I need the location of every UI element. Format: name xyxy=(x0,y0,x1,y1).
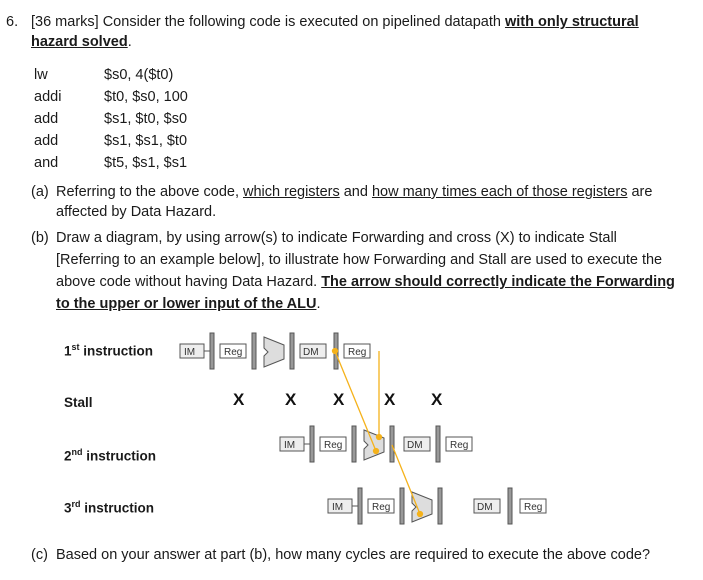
question-emphasis-1: with only structural xyxy=(504,14,639,30)
reg-stage-label: Reg xyxy=(324,440,343,451)
part-a-text: are xyxy=(627,184,653,200)
code-args: $s1, $t0, $s0 xyxy=(104,111,188,127)
question-period: . xyxy=(127,34,132,50)
part-b-emphasis-cont: to the upper or lower input of the ALU xyxy=(56,296,317,312)
part-a-text: Referring to the above code, xyxy=(56,184,244,200)
row-label-stall: Stall xyxy=(64,395,93,410)
stall-mark: X xyxy=(384,390,396,409)
code-args: $t0, $s0, 100 xyxy=(104,89,188,105)
part-a-underlined: which registers xyxy=(243,184,340,200)
row-label-sup: st xyxy=(71,342,80,352)
part-a-label: (a) xyxy=(31,184,49,200)
part-b-period: . xyxy=(316,296,321,312)
reg-stage-label: Reg xyxy=(372,502,391,513)
dm-stage-label: DM xyxy=(407,440,423,451)
stall-mark: X xyxy=(431,390,443,409)
code-op: add xyxy=(34,133,59,149)
code-op: addi xyxy=(34,89,62,105)
pipeline-row-3 xyxy=(328,488,546,524)
row-label-num: 3 xyxy=(64,500,72,516)
question-emphasis-2: hazard solved xyxy=(31,34,128,50)
part-a-underlined: how many times each of those registers xyxy=(371,184,628,200)
alu-shape xyxy=(412,492,432,522)
pipeline-register xyxy=(400,488,404,524)
row-label-word: instruction xyxy=(80,500,155,516)
reg-stage-label: Reg xyxy=(224,347,243,358)
row-label-word: instruction xyxy=(79,343,154,359)
row-label-sup: nd xyxy=(71,447,83,457)
row-label-sup: rd xyxy=(71,499,81,509)
alu-shape xyxy=(264,337,284,367)
forwarding-dot xyxy=(333,349,338,354)
forwarding-arrows xyxy=(333,349,423,517)
part-b-label: (b) xyxy=(31,230,49,246)
code-args: $s0, 4($t0) xyxy=(104,67,174,83)
pipeline-register xyxy=(252,333,256,369)
pipeline-register xyxy=(438,488,442,524)
part-c-text: Based on your answer at part (b), how many cycles are required to execute the above code? xyxy=(56,547,651,563)
question-number: 6. xyxy=(6,14,19,30)
forwarding-dot xyxy=(377,435,382,440)
part-b-line2: [Referring to an example below], to illustrate how Forwarding and Stall are used to execute the xyxy=(56,252,663,268)
code-args: $s1, $s1, $t0 xyxy=(104,133,188,149)
pipeline-register xyxy=(310,426,314,462)
pipeline-row-2 xyxy=(280,426,472,462)
row-label-num: 1 xyxy=(64,343,72,359)
im-stage-label: IM xyxy=(284,440,296,451)
pipeline-register xyxy=(358,488,362,524)
im-stage-label: IM xyxy=(184,347,196,358)
dm-stage-label: DM xyxy=(477,502,493,513)
row-label-word: instruction xyxy=(82,448,157,464)
code-op: add xyxy=(34,111,59,127)
pipeline-register xyxy=(436,426,440,462)
pipeline-register xyxy=(390,426,394,462)
reg-stage-label: Reg xyxy=(524,502,543,513)
code-args: $t5, $s1, $s1 xyxy=(104,155,188,171)
stall-mark: X xyxy=(333,390,345,409)
part-a-line2: affected by Data Hazard. xyxy=(56,204,217,220)
dm-stage-label: DM xyxy=(303,347,319,358)
part-c-label: (c) xyxy=(31,547,48,563)
pipeline-register xyxy=(508,488,512,524)
part-b-text: above code without having Data Hazard. xyxy=(56,274,322,290)
code-op: lw xyxy=(34,67,48,83)
code-op: and xyxy=(34,155,59,171)
forwarding-arrow xyxy=(392,445,420,514)
im-stage-label: IM xyxy=(332,502,344,513)
forwarding-dot xyxy=(418,512,423,517)
pipeline-register xyxy=(210,333,214,369)
stall-mark: X xyxy=(285,390,297,409)
forwarding-dot xyxy=(374,449,379,454)
reg-stage-label: Reg xyxy=(348,347,367,358)
pipeline-row-1 xyxy=(180,333,370,369)
stall-mark: X xyxy=(233,390,245,409)
pipeline-register xyxy=(290,333,294,369)
question-marks-text: [36 marks] Consider the following code is executed on pipelined datapath xyxy=(31,14,505,30)
part-b-emphasis: The arrow should correctly indicate the Forwarding xyxy=(321,274,675,290)
pipeline-register xyxy=(352,426,356,462)
row-label-num: 2 xyxy=(64,448,72,464)
reg-stage-label: Reg xyxy=(450,440,469,451)
part-a-text: and xyxy=(339,184,372,200)
part-b-line1: Draw a diagram, by using arrow(s) to indicate Forwarding and cross (X) to indicate Stall xyxy=(56,230,617,246)
